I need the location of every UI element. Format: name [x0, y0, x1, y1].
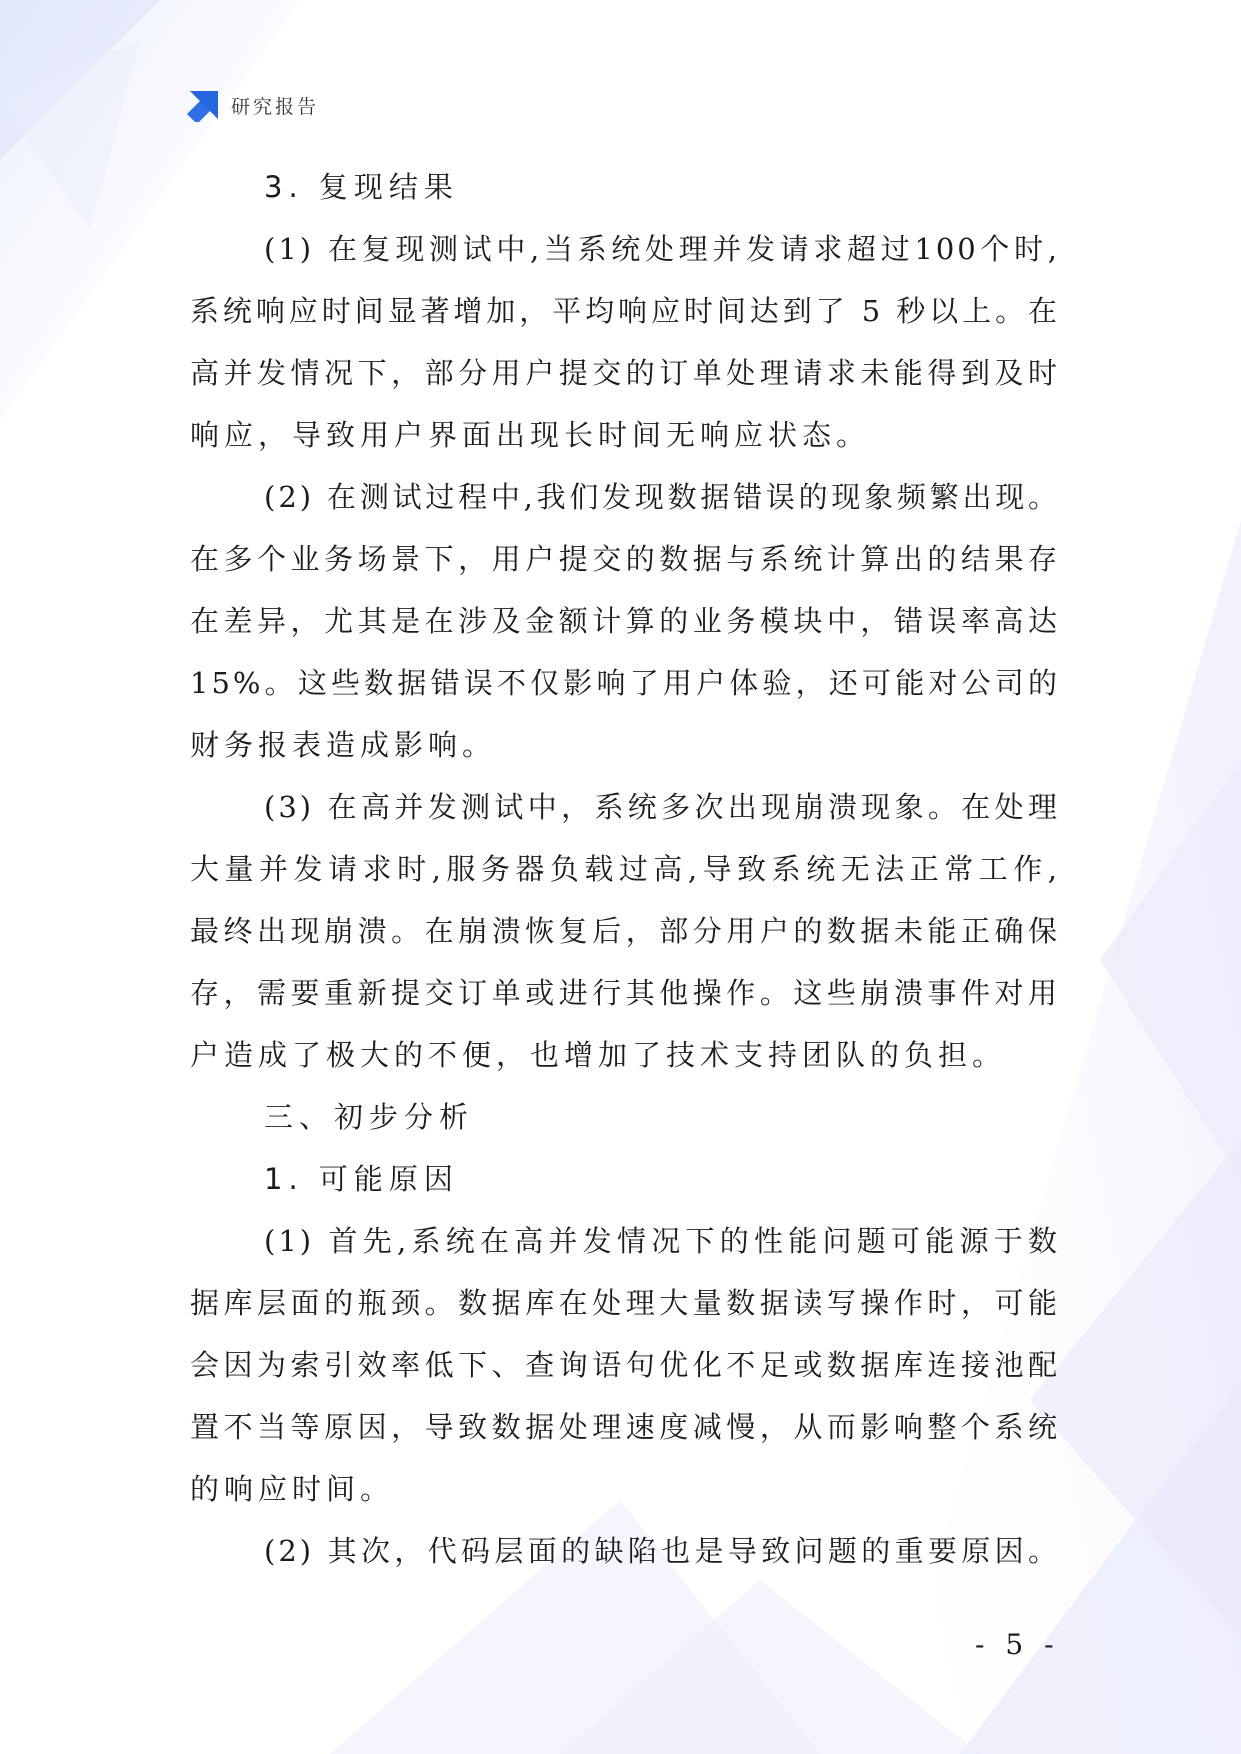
- paragraph-line: 响应，导致用户界面出现长时间无响应状态。: [190, 418, 871, 452]
- paragraph-line: 在多个业务场景下，用户提交的数据与系统计算出的结果存: [190, 542, 1060, 576]
- paragraph-line: 存，需要重新提交订单或进行其他操作。这些崩溃事件对用: [190, 976, 1060, 1010]
- paragraph-line: 系统响应时间显著增加，平均响应时间达到了 5 秒以上。在: [190, 294, 1060, 328]
- document-body: [190, 156, 1060, 1582]
- subheading-reproduction-results: 3. 复现结果: [264, 170, 459, 204]
- paragraph-line: 大量并发请求时,服务器负载过高,导致系统无法正常工作,: [190, 852, 1060, 886]
- paragraph-line: 的响应时间。: [190, 1472, 395, 1506]
- paragraph-line: 15%。这些数据错误不仅影响了用户体验，还可能对公司的: [190, 666, 1060, 700]
- paragraph-line: (2) 其次，代码层面的缺陷也是导致问题的重要原因。: [264, 1534, 1060, 1568]
- paragraph-line: (3) 在高并发测试中，系统多次出现崩溃现象。在处理: [264, 790, 1060, 824]
- paragraph-line: 据库层面的瓶颈。数据库在处理大量数据读写操作时，可能: [190, 1286, 1060, 1320]
- paragraph-line: (2) 在测试过程中,我们发现数据错误的现象频繁出现。: [264, 480, 1060, 514]
- paragraph-line: (1) 在复现测试中,当系统处理并发请求超过100个时,: [264, 232, 1060, 266]
- paragraph-line: 在差异，尤其是在涉及金额计算的业务模块中，错误率高达: [190, 604, 1060, 638]
- paragraph-line: 户造成了极大的不便，也增加了技术支持团队的负担。: [190, 1038, 1007, 1072]
- section-heading-preliminary-analysis: 三、初步分析: [264, 1100, 475, 1134]
- page-number: - 5 -: [975, 1628, 1060, 1661]
- subheading-possible-causes: 1. 可能原因: [264, 1162, 459, 1196]
- report-header: [187, 88, 319, 122]
- header-title: 研究报告: [231, 95, 320, 118]
- paragraph-line: (1) 首先,系统在高并发情况下的性能问题可能源于数: [264, 1224, 1060, 1258]
- paragraph-line: 最终出现崩溃。在崩溃恢复后，部分用户的数据未能正确保: [190, 914, 1060, 948]
- arrow-logo-icon: [187, 88, 221, 122]
- paragraph-line: 财务报表造成影响。: [190, 728, 497, 762]
- paragraph-line: 置不当等原因，导致数据处理速度减慢，从而影响整个系统: [190, 1410, 1060, 1444]
- paragraph-line: 会因为索引效率低下、查询语句优化不足或数据库连接池配: [190, 1348, 1060, 1382]
- paragraph-line: 高并发情况下，部分用户提交的订单处理请求未能得到及时: [190, 356, 1060, 390]
